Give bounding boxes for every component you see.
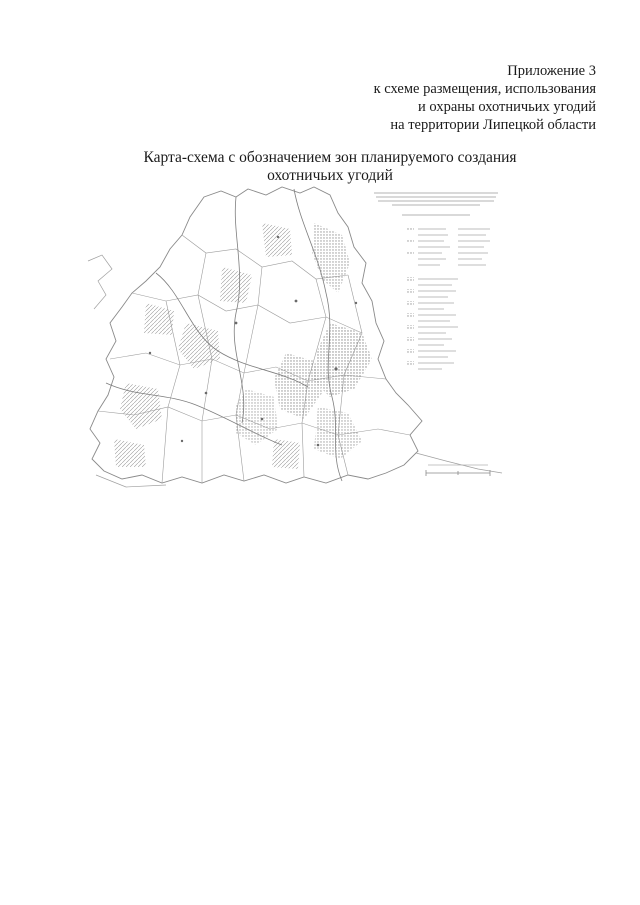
map-scheme: [86, 183, 504, 491]
appendix-block: [236, 62, 596, 134]
appendix-number: Приложение 3: [507, 63, 596, 79]
map-title-line: Карта-схема с обозначением зон планируемого создания: [143, 149, 517, 166]
map-scheme-drawing: [86, 183, 504, 491]
rivers: [106, 189, 342, 481]
map-legend: [374, 193, 498, 369]
appendix-caption-line: на территории Липецкой области: [390, 117, 596, 133]
map-title: [60, 149, 600, 185]
scale-bar: [426, 465, 490, 476]
appendix-caption-line: к схеме размещения, использования: [373, 81, 596, 97]
appendix-caption-line: и охраны охотничьих угодий: [418, 99, 596, 115]
map-title-line: охотничьих угодий: [267, 167, 393, 184]
border-line: [416, 453, 502, 473]
border-line: [88, 255, 112, 309]
planned-zones: [114, 223, 372, 469]
